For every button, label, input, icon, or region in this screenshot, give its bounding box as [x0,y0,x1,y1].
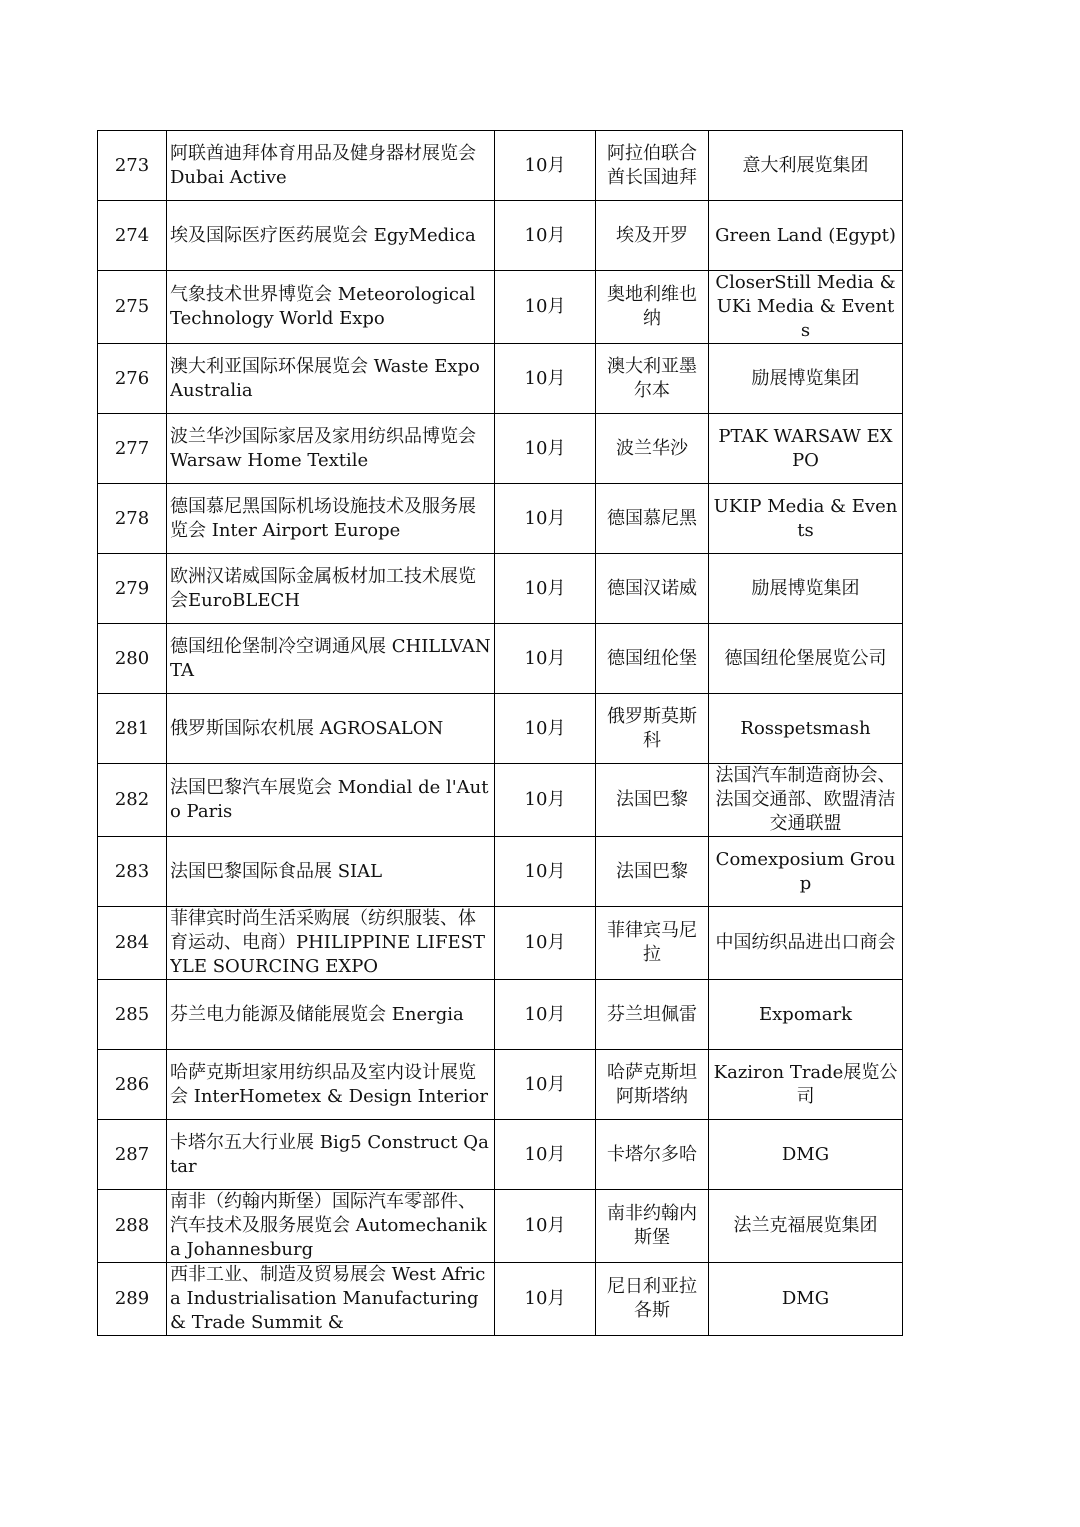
row-number-cell [98,764,167,837]
organizer-cell [709,344,903,414]
location-cell [596,907,709,980]
exhibition-name-cell-text: 埃及国际医疗医药展览会 EgyMedica [170,224,476,246]
exhibition-name-cell [167,271,495,344]
organizer-cell [709,414,903,484]
location-cell-text: 法国巴黎 [616,860,688,882]
exhibition-name-cell-text: 德国纽伦堡制冷空调通风展 CHILLVANTA [170,635,491,681]
row-number-cell-text: 283 [114,860,150,882]
organizer-cell-text: UKIP Media & Events [713,495,898,541]
organizer-cell-text: Rosspetsmash [740,717,871,739]
location-cell-text: 奥地利维也纳 [607,284,697,329]
row-number-cell-text: 276 [114,367,150,389]
location-cell [596,837,709,907]
exhibition-name-cell [167,344,495,414]
table-row [98,624,903,694]
table-row [98,1050,903,1120]
organizer-cell [709,1050,903,1120]
location-cell [596,414,709,484]
location-cell-text: 澳大利亚墨尔本 [607,355,697,401]
location-cell [596,131,709,201]
month-cell-text: 10月 [524,1143,566,1165]
organizer-cell-text: 意大利展览集团 [742,154,869,176]
organizer-cell-text: Kaziron Trade展览公司 [713,1061,898,1107]
location-cell [596,624,709,694]
location-cell [596,271,709,344]
month-cell-text: 10月 [524,789,566,810]
location-cell [596,1050,709,1120]
location-cell-text: 法国巴黎 [616,789,688,810]
row-number-cell [98,344,167,414]
row-number-cell-text: 281 [114,717,150,739]
location-cell [596,484,709,554]
location-cell [596,980,709,1050]
row-number-cell-text: 286 [114,1073,150,1095]
exhibition-name-cell [167,624,495,694]
exhibition-name-cell-text: 菲律宾时尚生活采购展（纺织服装、体育运动、电商）PHILIPPINE LIFESTYLE SOURCING EXPO [170,908,485,977]
organizer-cell [709,484,903,554]
row-number-cell [98,907,167,980]
organizer-cell [709,1190,903,1263]
exhibition-name-cell [167,694,495,764]
row-number-cell-text: 282 [114,789,150,810]
organizer-cell-text: DMG [781,1288,830,1309]
location-cell-text: 卡塔尔多哈 [607,1143,697,1165]
month-cell-text: 10月 [524,1003,566,1025]
month-cell [495,907,596,980]
row-number-cell-text: 277 [114,437,150,459]
table-row [98,484,903,554]
exhibition-name-cell-text: 芬兰电力能源及储能展览会 Energia [170,1003,464,1025]
month-cell-text: 10月 [524,1288,566,1309]
row-number-cell [98,837,167,907]
row-number-cell [98,1263,167,1336]
row-number-cell-text: 280 [114,647,150,669]
exhibition-name-cell [167,1263,495,1336]
exhibition-name-cell [167,414,495,484]
row-number-cell-text: 279 [114,577,150,599]
location-cell [596,1120,709,1190]
location-cell [596,554,709,624]
location-cell [596,344,709,414]
month-cell-text: 10月 [524,224,566,246]
table-row [98,764,903,837]
exhibition-name-cell [167,484,495,554]
exhibition-name-cell [167,201,495,271]
organizer-cell [709,554,903,624]
table-row [98,344,903,414]
month-cell [495,837,596,907]
table-row [98,131,903,201]
organizer-cell-text: DMG [781,1143,830,1165]
location-cell-text: 德国纽伦堡 [607,647,697,669]
organizer-cell [709,1263,903,1336]
month-cell [495,1050,596,1120]
month-cell-text: 10月 [524,860,566,882]
exhibition-name-cell [167,764,495,837]
exhibition-name-cell-text: 波兰华沙国际家居及家用纺织品博览会 Warsaw Home Textile [170,425,476,471]
organizer-cell-text: 中国纺织品进出口商会 [715,932,896,953]
row-number-cell [98,694,167,764]
organizer-cell-text: CloserStill Media & UKi Media & Events [715,272,896,341]
organizer-cell [709,764,903,837]
table-row [98,201,903,271]
exhibition-name-cell [167,907,495,980]
row-number-cell-text: 273 [114,154,150,176]
organizer-cell-text: PTAK WARSAW EXPO [718,425,893,471]
row-number-cell-text: 288 [114,1215,150,1236]
table-row [98,1190,903,1263]
month-cell [495,764,596,837]
organizer-cell [709,837,903,907]
exhibition-name-cell [167,1050,495,1120]
row-number-cell-text: 287 [114,1143,150,1165]
exhibition-table [97,130,903,1336]
row-number-cell-text: 284 [114,932,150,953]
table-row [98,837,903,907]
row-number-cell [98,554,167,624]
table-row [98,414,903,484]
row-number-cell-text: 274 [114,224,150,246]
row-number-cell-text: 278 [114,507,150,529]
organizer-cell [709,131,903,201]
location-cell-text: 波兰华沙 [616,437,688,459]
location-cell-text: 德国慕尼黑 [607,507,697,529]
month-cell-text: 10月 [524,296,566,317]
exhibition-name-cell [167,980,495,1050]
month-cell [495,980,596,1050]
row-number-cell [98,271,167,344]
month-cell-text: 10月 [524,932,566,953]
organizer-cell-text: Expomark [759,1003,852,1025]
exhibition-name-cell-text: 法国巴黎汽车展览会 Mondial de l'Auto Paris [170,777,489,822]
organizer-cell-text: 励展博览集团 [751,577,860,599]
organizer-cell-text: 德国纽伦堡展览公司 [724,647,887,669]
location-cell-text: 德国汉诺威 [607,577,697,599]
location-cell [596,1263,709,1336]
row-number-cell [98,1120,167,1190]
month-cell-text: 10月 [524,577,566,599]
exhibition-name-cell-text: 哈萨克斯坦家用纺织品及室内设计展览会 InterHometex & Design Interior [170,1061,488,1107]
exhibition-name-cell-text: 法国巴黎国际食品展 SIAL [170,860,383,882]
month-cell [495,201,596,271]
table-row [98,907,903,980]
exhibition-name-cell-text: 俄罗斯国际农机展 AGROSALON [170,717,444,739]
location-cell-text: 南非约翰内斯堡 [607,1203,697,1248]
exhibition-name-cell-text: 澳大利亚国际环保展览会 Waste Expo Australia [170,355,480,401]
table-row [98,1263,903,1336]
organizer-cell-text: 励展博览集团 [751,367,860,389]
month-cell [495,624,596,694]
organizer-cell-text: Green Land (Egypt) [715,224,896,246]
table-row [98,271,903,344]
exhibition-name-cell [167,1120,495,1190]
exhibition-name-cell-text: 德国慕尼黑国际机场设施技术及服务展览会 Inter Airport Europe [170,495,476,541]
location-cell [596,1190,709,1263]
location-cell-text: 埃及开罗 [616,224,688,246]
organizer-cell [709,980,903,1050]
organizer-cell-text: Comexposium Group [715,848,896,894]
exhibition-name-cell-text: 西非工业、制造及贸易展会 West Africa Industrialisation Manufacturing & Trade Summit & [170,1264,486,1333]
location-cell-text: 菲律宾马尼拉 [607,920,697,965]
exhibition-name-cell [167,837,495,907]
table-row [98,554,903,624]
location-cell [596,694,709,764]
location-cell-text: 阿拉伯联合酋长国迪拜 [607,142,697,188]
row-number-cell-text: 289 [114,1288,150,1309]
exhibition-name-cell-text: 阿联酋迪拜体育用品及健身器材展览会 Dubai Active [170,142,476,188]
row-number-cell [98,201,167,271]
location-cell-text: 俄罗斯莫斯科 [607,705,697,751]
month-cell [495,271,596,344]
exhibition-name-cell-text: 卡塔尔五大行业展 Big5 Construct Qatar [170,1131,489,1177]
month-cell-text: 10月 [524,507,566,529]
row-number-cell-text: 285 [114,1003,150,1025]
row-number-cell [98,414,167,484]
table-row [98,980,903,1050]
month-cell [495,694,596,764]
month-cell-text: 10月 [524,1215,566,1236]
organizer-cell [709,907,903,980]
location-cell-text: 尼日利亚拉各斯 [607,1276,697,1321]
location-cell [596,201,709,271]
month-cell [495,554,596,624]
month-cell [495,344,596,414]
row-number-cell [98,1190,167,1263]
organizer-cell [709,201,903,271]
row-number-cell [98,1050,167,1120]
exhibition-name-cell [167,554,495,624]
organizer-cell-text: 法兰克福展览集团 [733,1215,878,1236]
table-row [98,694,903,764]
row-number-cell [98,484,167,554]
month-cell-text: 10月 [524,1073,566,1095]
month-cell-text: 10月 [524,717,566,739]
month-cell-text: 10月 [524,154,566,176]
month-cell [495,1190,596,1263]
month-cell [495,131,596,201]
table-body [98,131,903,1336]
organizer-cell [709,694,903,764]
exhibition-name-cell-text: 气象技术世界博览会 Meteorological Technology World Expo [170,284,476,329]
month-cell-text: 10月 [524,647,566,669]
organizer-cell [709,624,903,694]
location-cell-text: 芬兰坦佩雷 [607,1003,697,1025]
exhibition-name-cell [167,1190,495,1263]
row-number-cell-text: 275 [114,296,150,317]
exhibition-name-cell-text: 南非（约翰内斯堡）国际汽车零部件、汽车技术及服务展览会 Automechanika Johannesburg [170,1191,487,1260]
month-cell-text: 10月 [524,367,566,389]
location-cell-text: 哈萨克斯坦阿斯塔纳 [607,1061,697,1107]
month-cell [495,484,596,554]
month-cell [495,1120,596,1190]
row-number-cell [98,131,167,201]
row-number-cell [98,980,167,1050]
month-cell [495,414,596,484]
exhibition-name-cell [167,131,495,201]
location-cell [596,764,709,837]
month-cell-text: 10月 [524,437,566,459]
organizer-cell-text: 法国汽车制造商协会、法国交通部、欧盟清洁交通联盟 [715,765,896,834]
month-cell [495,1263,596,1336]
table-row [98,1120,903,1190]
row-number-cell [98,624,167,694]
exhibition-name-cell-text: 欧洲汉诺威国际金属板材加工技术展览会EuroBLECH [170,565,476,611]
organizer-cell [709,271,903,344]
organizer-cell [709,1120,903,1190]
